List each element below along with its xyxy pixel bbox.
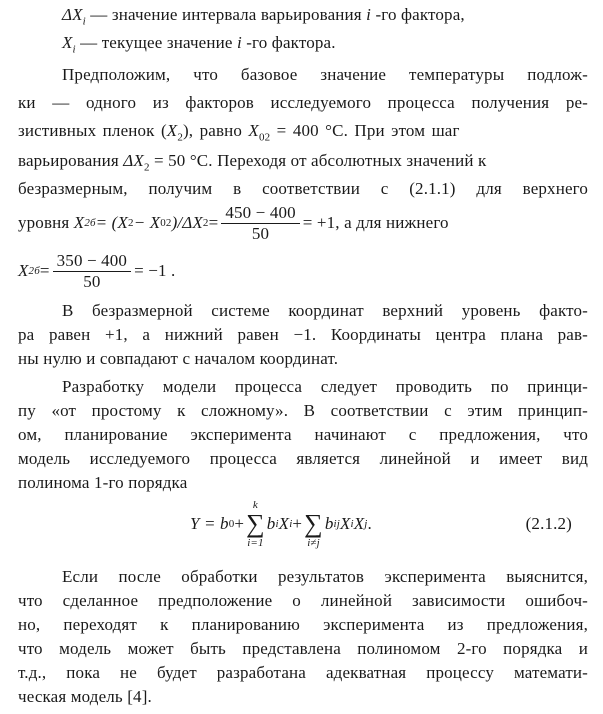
text: = +1, а для нижнего: [302, 213, 449, 232]
paragraph-line: модель исследуемого процесса является линейной и имеет вид: [18, 449, 588, 468]
paragraph-line: ны нулю и совпадают с началом координат.: [18, 349, 339, 368]
sum-symbol: [246, 499, 265, 549]
text: ), равно: [182, 121, 249, 140]
sigma: ∑: [304, 509, 323, 538]
text: — значение интервала варьирования: [85, 5, 367, 24]
text: = 400 °С. При этом шаг: [270, 121, 460, 140]
denominator: 50: [251, 223, 270, 243]
text: = 50 °С. Переходя от абсолютных значений к: [149, 151, 487, 170]
paragraph-line: ом, планирование эксперимента начинают с предложения, что: [18, 425, 588, 444]
paragraph-line: В безразмерной системе координат верхний уровень факто-: [62, 301, 588, 320]
operator: +: [234, 514, 245, 533]
formula: Y = b: [190, 514, 229, 533]
numerator: 450 − 400: [221, 203, 299, 224]
text: -го фактора,: [371, 5, 465, 24]
subscript: i: [82, 15, 86, 28]
operator: +: [292, 514, 303, 533]
paragraph-line: т.д., пока не будет разработана адекватная процессу математи-: [18, 663, 588, 682]
fraction: [53, 251, 131, 292]
subscript: 2: [177, 131, 183, 144]
subscript: 2: [128, 217, 134, 229]
equals: =: [39, 261, 50, 280]
text: — текущее значение: [75, 33, 237, 52]
equation-2-1-2: [18, 496, 588, 552]
paragraph-line: что модель может быть представлена полиномом 2-го порядка и: [18, 639, 588, 658]
formula: − X: [133, 213, 161, 232]
subscript: i: [350, 518, 354, 530]
paragraph-line: ки — одного из факторов исследуемого процесса получения ре-: [18, 93, 588, 112]
paragraph-line: безразмерным, получим в соответствии с (2.1.1) для верхнего: [18, 179, 588, 198]
paragraph-line: ра равен +1, а нижний равен −1. Координаты центра плана рав-: [18, 325, 588, 344]
symbol: X: [248, 121, 259, 140]
formula: = (X: [95, 213, 129, 232]
equals: =: [208, 213, 219, 232]
variable: X: [353, 514, 365, 533]
paragraph-line: полинома 1-го порядка: [18, 473, 188, 492]
symbol: X: [62, 33, 73, 52]
subscript: 2: [202, 217, 209, 229]
paragraph-line: что сделанное предположение о линейной зависимости ошибоч-: [18, 591, 588, 610]
symbol: X: [18, 261, 29, 280]
subscript: 02: [258, 131, 271, 144]
subscript: 2: [143, 161, 150, 174]
formula-line-upper: [18, 200, 588, 246]
subscript: 2б: [28, 265, 40, 277]
text: варьирования: [18, 151, 124, 170]
subscript: ij: [333, 518, 340, 530]
subscript: 02: [160, 217, 172, 229]
coefficient: b: [324, 514, 334, 533]
subscript: i: [72, 43, 76, 56]
subscript: 2б: [84, 217, 96, 229]
text: зистивных пленок (: [18, 121, 167, 140]
variable: X: [339, 514, 351, 533]
definition-x: [62, 32, 588, 60]
subscript: j: [364, 518, 368, 530]
paragraph-line: пу «от простому к сложному». В соответствии с этим принцип-: [18, 401, 588, 420]
index: i: [366, 5, 372, 24]
sum-upper-limit: k: [252, 499, 258, 511]
symbol: ΔX: [62, 5, 83, 24]
sigma: ∑: [246, 509, 265, 538]
paragraph-line: Разработку модели процесса следует проводить по принци-: [62, 377, 588, 396]
sum-lower-limit: i≠j: [307, 537, 320, 549]
equation-number: (2.1.2): [525, 514, 572, 533]
paragraph-line: Если после обработки результатов эксперимента выяснится,: [62, 567, 588, 586]
paragraph-line: но, переходят к планированию эксперимента из предложения,: [18, 615, 588, 634]
subscript: 0: [228, 518, 235, 530]
definition-delta-x: [62, 4, 588, 32]
formula-line-lower: [18, 248, 588, 294]
coefficient: b: [266, 514, 276, 533]
sum-lower-limit: i=1: [247, 537, 264, 549]
numerator: 350 − 400: [53, 251, 131, 272]
variable: X: [278, 514, 290, 533]
subscript: i: [275, 518, 279, 530]
paragraph-line: [18, 120, 588, 148]
text: -го фактора.: [241, 33, 336, 52]
paragraph-line: [18, 150, 588, 178]
denominator: 50: [83, 271, 101, 291]
text: = −1 .: [134, 261, 176, 280]
paragraph-line: Предположим, что базовое значение температуры подлож-: [62, 65, 588, 84]
symbol: X: [166, 121, 178, 140]
symbol: X: [73, 213, 85, 232]
symbol: ΔX: [123, 151, 144, 170]
formula: )/ΔX: [171, 213, 203, 232]
index: i: [236, 33, 242, 52]
paragraph-line: ческая модель [4].: [18, 687, 152, 706]
period: .: [367, 514, 372, 533]
text: уровня: [18, 213, 70, 232]
sum-symbol: [304, 499, 323, 549]
fraction: [221, 203, 299, 244]
subscript: i: [289, 518, 293, 530]
